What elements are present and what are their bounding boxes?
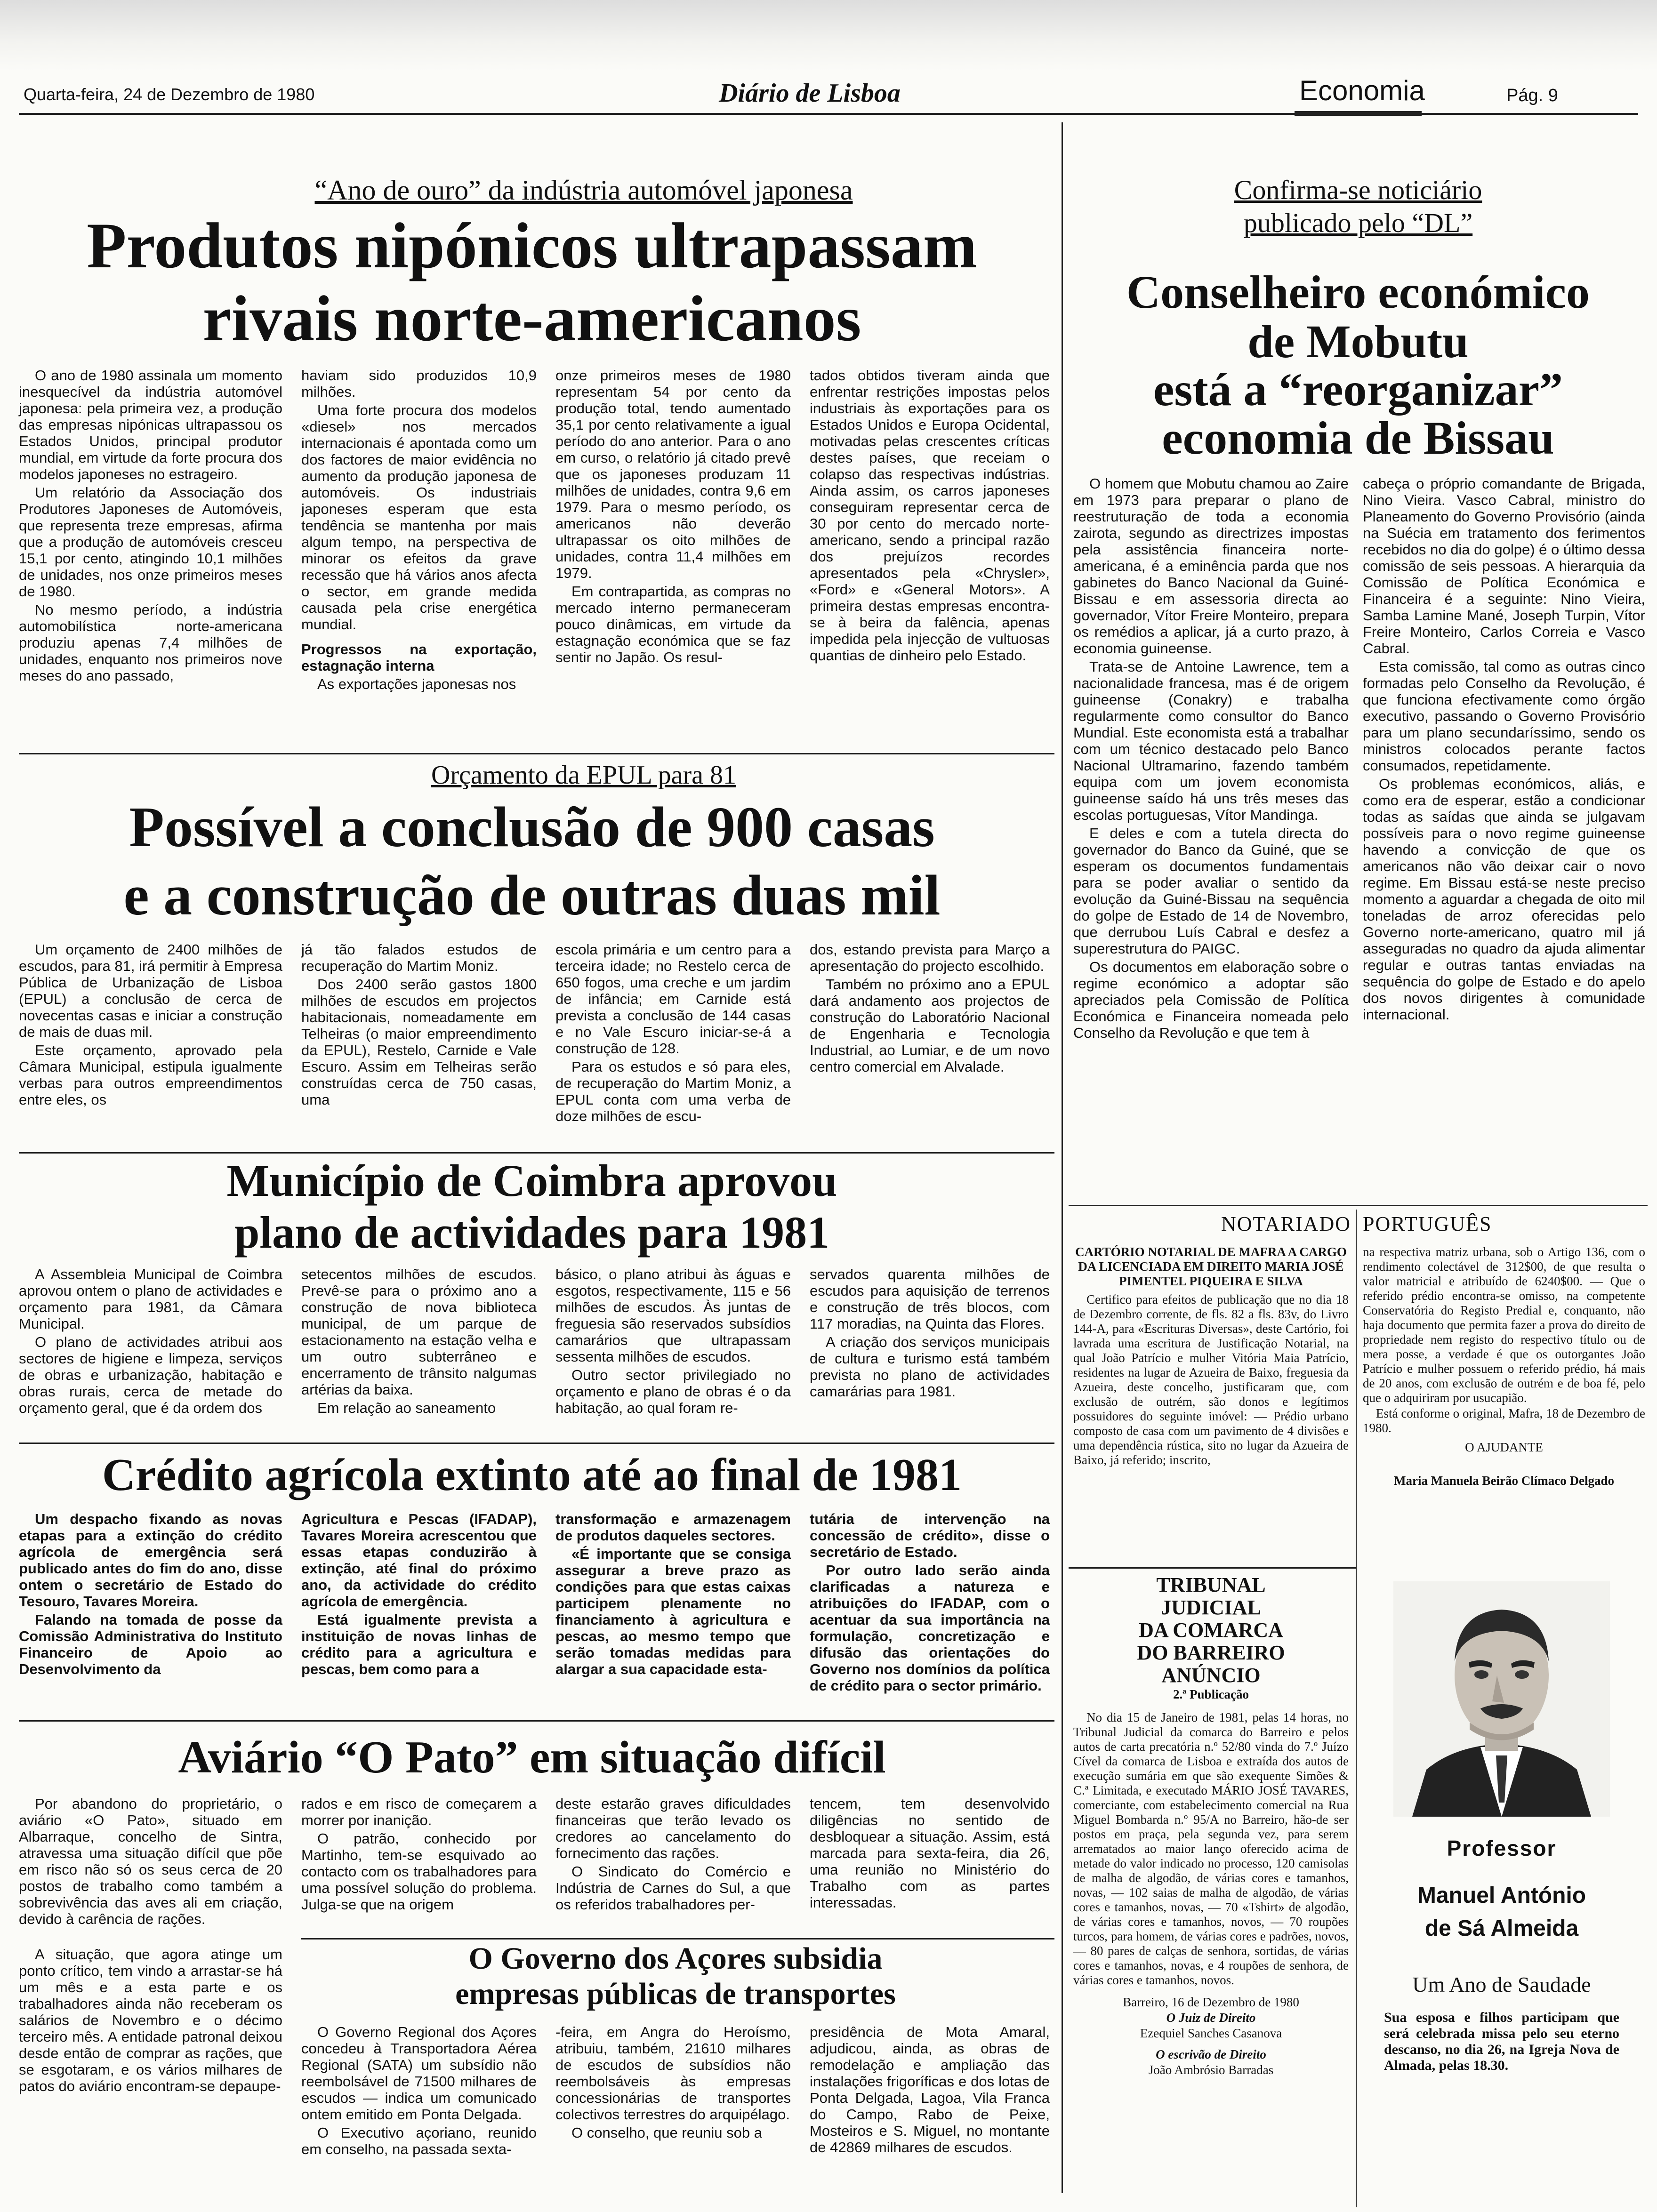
notariado-heading: CARTÓRIO NOTARIAL DE MAFRA A CARGO DA LICENCIADA EM DIREITO MARIA JOSÉ PIMENTEL PIQUEIRA E SILVA [1075,1245,1347,1288]
paragraph: Esta comissão, tal como as outras cinco formadas pelo Conselho da Revolução, é que funciona efectivamente como órgão executivo, passando o Governo Provisório para um plano secundaríssimo, sendo os ministros colocados perante factos consumados, repetidamente. [1363,658,1645,774]
notariado-header-right: PORTUGUÊS [1363,1212,1492,1235]
paragraph: tencem, tem desenvolvido diligências no sentido de desbloquear a situação. Assim, está marcada para sexta-feira, dia 26, uma reunião no Ministério do Trabalho com as partes interessadas. [810,1795,1050,1911]
side1-col1 [1073,475,1349,1043]
tribunal-title-3: DA COMARCA [1139,1619,1283,1642]
masthead-date: Quarta-feira, 24 de Dezembro de 1980 [24,85,315,104]
art2-title-line1: Possível a conclusão de 900 casas [129,795,935,859]
paragraph: O Executivo açoriano, reunido em conselho, na passada sexta- [301,2124,537,2157]
art4-col3 [555,1511,791,1679]
masthead-page: Pág. 9 [1506,86,1558,105]
paragraph: O homem que Mobutu chamou ao Zaire em 1973 para preparar o plano de reestruturação de toda a economia zairota, segundo as directrizes impostas pela assistência financeira norte-americana, é a eminência parda que nos gabinetes do Banco Nacional da Guiné-Bissau e em assessoria directa ao governador, Vítor Freire Monteiro, prepara os remédios a aplicar, já a curto prazo, à economia guineense. [1073,475,1349,657]
art6-title-line2: empresas públicas de transportes [455,1977,896,2011]
notariado-sign-title: O AJUDANTE [1465,1440,1543,1454]
paragraph: No dia 15 de Janeiro de 1981, pelas 14 horas, no Tribunal Judicial da comarca do Barreiro e pelos autos de carta precatória n.º 52/80 vinda do 7.º Juízo Cível da comarca de Lisboa e extraída dos autos de execução sumária em que são exequente Simões & C.ª Limitada, e executado MÁRIO JOSÉ TAVARES, comerciante, com estabelecimento comercial na Rua Miguel Bombarda n.º 95/A no Barreiro, hão-de ser postos em praça, pela segunda vez, para serem arrematados ao maior lanço oferecido acima de metade do valor indicado no processo, 120 camisolas de malha de algodão, de várias cores e tamanhos, novas, — 102 saias de malha de algodão, de várias cores e tamanhos, novas, — 70 «Tshirt» de algodão, de várias cores e tamanhos, novos, — 70 roupões turcos, para homem, de várias cores e padrões, novos, — 80 pares de calças de senhora, sortidas, de várias cores e tamanhos, novas, e 4 roupões de senhora, de várias cores e tamanhos, novos. [1073,1710,1349,1987]
paragraph: básico, o plano atribui às águas e esgotos, respectivamente, 115 e 56 milhões de escudos. Às juntas de freguesia são reservados subsídios camarários que ultrapassam sessenta milhões de escudos. [555,1266,791,1365]
side1-kicker-line2: publicado pelo “DL” [1243,208,1473,238]
divider [19,1443,1054,1444]
paragraph: Este orçamento, aprovado pela Câmara Municipal, estipula igualmente verbas para outros empreendimentos entre eles, os [19,1042,282,1108]
paragraph: transformação e armazenagem de produtos daqueles sectores. [555,1511,791,1544]
memorial-name-line2: de Sá Almeida [1424,1916,1579,1941]
paragraph: onze primeiros meses de 1980 representam 54 por cento da produção total, tendo aumentado 35,1 por cento relativamente a igual período do ano anterior. Para o ano em curso, o relatório já citado prevê que os japoneses produzam 11 milhões de unidades, contra 9,6 em 1979. Para o mesmo período, os americanos não deverão ultrapassar os oito milhões de unidades, contra 11,4 milhões em 1979. [555,367,791,581]
divider [19,1152,1054,1154]
divider [19,753,1054,754]
paragraph: rados e em risco de começarem a morrer por inanição. [301,1795,537,1828]
divider [19,1720,1054,1722]
paragraph: O conselho, que reuniu sob a [571,2124,762,2141]
paragraph: Por abandono do proprietário, o aviário «O Pato», situado em Albarraque, concelho de Sintra, atravessa uma situação difícil que põe em risco não só os seus cerca de 20 postos de trabalho como também a sobrevivência das aves ali em criação, devido à carência de rações. [19,1795,282,1927]
paragraph: Em contrapartida, as compras no mercado interno permaneceram pouco dinâmicas, em virtude da estagnação económica que se faz sentir no Japão. Os resul- [555,583,791,665]
paragraph: Um orçamento de 2400 milhões de escudos, para 81, irá permitir à Empresa Pública de Urbanização de Lisboa (EPUL) a conclusão de cerca de novecentas casas e iniciar a construção de mais de duas mil. [19,941,282,1040]
side1-col2 [1363,475,1645,1025]
paragraph: -feira, em Angra do Heroísmo, atribuiu, também, 21610 milhares de escudos de subsídios não reembolsáveis às empresas concessionárias de transportes colectivos terrestres do arquipélago. [555,2024,791,2123]
art2-col2 [301,941,537,1110]
art3-col3 [555,1266,791,1418]
paragraph: A Assembleia Municipal de Coimbra aprovou ontem o plano de actividades e orçamento para 1981, da Câmara Municipal. [19,1266,282,1332]
tribunal-judge-title: O Juiz de Direito [1166,2011,1256,2025]
art6-col3 [810,2024,1050,2157]
scan-header-strip [0,0,1657,71]
memorial-text: Sua esposa e filhos participam que será celebrada missa pelo seu eterno descanso, no dia 26, na Igreja Nova de Almada, pelas 18.30. [1384,2010,1619,2073]
paragraph: E deles e com a tutela directa do governador do Banco da Guiné, que se esperam os documentos fundamentais para se poder avaliar o sentido da evolução da Guiné-Bissau na sequência do golpe de Estado de 14 de Novembro, que derrubou Luís Cabral e desfez a superestrutura do PAIGC. [1073,825,1349,957]
art2-kicker: Orçamento da EPUL para 81 [431,761,736,790]
paragraph: haviam sido produzidos 10,9 milhões. [301,367,537,400]
memorial-title: Professor [1447,1836,1557,1860]
section-underline [1295,111,1422,116]
art2-col4 [810,941,1050,1077]
paragraph: O patrão, conhecido por Martinho, tem-se esquivado ao contacto com os trabalhadores para uma possível solução do problema. Julga-se que na origem [301,1830,537,1913]
tribunal-title-2: JUDICIAL [1161,1596,1261,1619]
art2-col3 [555,941,791,1126]
paragraph: No mesmo período, a indústria automobilística norte-americana produziu apenas 7,4 milhões de unidades, enquanto nos primeiros nove meses do ano passado, [19,601,282,684]
art5-col3 [555,1795,791,1915]
art3-col1 [19,1266,282,1418]
art3-col2 [301,1266,537,1418]
notariado-header-left: NOTARIADO [1221,1212,1351,1235]
paragraph: Um relatório da Associação dos Produtores Japoneses de Automóveis, que representa treze empresas, afirma que a produção de automóveis cresceu 15,1 por cento, atingindo 10,1 milhões de unidades, nos onze primeiros meses de 1980. [19,484,282,600]
paragraph: presidência de Mota Amaral, adjudicou, ainda, as obras de remodelação e ampliação das instalações frigoríficas e dos lotas de Ponta Delgada, Lagoa, Vila Franca do Campo, Rabo de Peixe, Mosteiros e S. Miguel, no montante de 42869 milhares de escudos. [810,2024,1050,2156]
art1-title-line1: Produtos nipónicos ultrapassam [87,209,977,281]
tribunal-title-4: DO BARREIRO [1137,1641,1285,1664]
memorial-box [1365,1577,1638,2203]
paragraph: Está igualmente prevista a instituição de novas linhas de crédito para a agricultura e pescas, bem como para a [301,1611,537,1677]
paragraph: já tão falados estudos de recuperação do Martim Moniz. [301,941,537,974]
art2-col1 [19,941,282,1110]
art2-title-line2: e a construção de outras duas mil [123,864,941,927]
paragraph: As exportações japonesas nos [317,676,516,692]
tribunal-title-1: TRIBUNAL [1156,1573,1266,1596]
column-divider [1356,1210,1357,2207]
paragraph: A situação, que agora atinge um ponto crítico, tem vindo a arrastar-se há um mês e a esta parte e os trabalhadores ainda não receberam os salários de Novembro e o décimo terceiro mês. A entidade patronal deixou desde então de comprar as rações, que se esgotaram, e os vários milhares de patos do aviário encontram-se depaupe- [19,1946,282,2094]
paragraph: escola primária e um centro para a terceira idade; no Restelo cerca de 650 fogos, uma creche e um jardim de infância; em Carnide está prevista a conclusão de 144 casas e no Vale Escuro iniciar-se-á a construção de 128. [555,941,791,1057]
paragraph: Também no próximo ano a EPUL dará andamento aos projectos de construção do Laboratório Nacional de Engenharia e Tecnologia Industrial, ao Lumiar, e de um novo centro comercial em Alvalade. [810,976,1050,1075]
art5-title: Aviário “O Pato” em situação difícil [178,1732,886,1783]
side1-title-line2: de Mobutu [1247,315,1469,368]
art3-col4 [810,1266,1050,1402]
paragraph: tados obtidos tiveram ainda que enfrentar restrições impostas pelos industriais às exportações para os Estados Unidos e Europa Ocidental, motivadas pelas crescentes críticas destes países, que receiam o colapso das respectivas indústrias. Ainda assim, os carros japoneses conseguiram representar cerca de 30 por cento do mercado norte-americano, sendo a principal razão dos prejuízos recordes apresentados pela «Chrysler», «Ford» e «General Motors». A primeira destas empresas encontra-se à beira da falência, apenas impedida pela injecção de vultuosas quantias de dinheiro pelo Estado. [810,367,1050,664]
paragraph: O plano de actividades atribui aos sectores de higiene e limpeza, serviços de obras e urbanização, habitação e obras rurais, cerca de metade do orçamento geral, que é da ordem dos [19,1334,282,1416]
paragraph: Outro sector privilegiado no orçamento e plano de obras é o da habitação, ao qual foram re- [555,1367,791,1416]
side1-kicker-line1: Confirma-se noticiário [1234,175,1482,205]
paragraph: setecentos milhões de escudos. Prevê-se para o próximo ano a construção de nova biblioteca municipal, de um parque de estacionamento na estação velha e um outro subterrâneo e encerramento de trânsito nalgumas artérias da baixa. [301,1266,537,1398]
divider [1069,1567,1356,1569]
tribunal-clerk-title: O escrivão de Direito [1156,2047,1266,2061]
art4-col4 [810,1511,1050,1696]
art1-kicker: “Ano de ouro” da indústria automóvel japonesa [314,175,853,206]
paragraph: Em relação ao saneamento [317,1400,496,1416]
paragraph: Um despacho fixando as novas etapas para a extinção do crédito agrícola de emergência será publicado antes do fim do ano, disse ontem o secretário de Estado do Tesouro, Tavares Moreira. [19,1511,282,1610]
paragraph: tutária de intervenção na concessão de crédito», disse o secretário de Estado. [810,1511,1050,1560]
paragraph: Está conforme o original, Mafra, 18 de Dezembro de 1980. [1363,1406,1645,1435]
art1-title-line2: rivais norte-americanos [202,282,861,354]
tribunal-clerk-name: João Ambrósio Barradas [1148,2063,1274,2077]
art4-col2 [301,1511,537,1679]
paragraph: Por outro lado serão ainda clarificadas a natureza e atribuições do IFADAP, com o acentuar da sua importância na formulação, concretização e difusão das orientações do Governo nos domínios da política de crédito para o sector primário. [810,1562,1050,1694]
art3-title-line1: Município de Coimbra aprovou [226,1155,837,1206]
paragraph: Falando na tomada de posse da Comissão Administrativa do Instituto Financeiro de Apoio ao Desenvolvimento da [19,1611,282,1677]
tribunal-judge-name: Ezequiel Sanches Casanova [1140,2026,1282,2040]
divider [301,1938,1054,1940]
notariado-col1 [1073,1245,1349,1468]
paragraph: O Sindicato do Comércio e Indústria de Carnes do Sul, a que os referidos trabalhadores per- [555,1863,791,1913]
art6-col1 [301,2024,537,2159]
art1-col4 [810,367,1050,665]
art1-col1 [19,367,282,686]
side1-title-line1: Conselheiro económico [1126,266,1590,318]
paragraph: O ano de 1980 assinala um momento inesquecível da indústria automóvel japonesa: pela primeira vez, a produção das empresas nipónicas ultrapassou os Estados Unidos, principal produtor mundial, em virtude da forte procura dos modelos japoneses no estrageiro. [19,367,282,482]
tribunal-date: Barreiro, 16 de Dezembro de 1980 [1123,1995,1299,2009]
art1-col3 [555,367,791,667]
art5-col1 [19,1795,282,2096]
paragraph: deste estarão graves dificuldades financeiras que terão levado os credores ao cancelamento do fornecimento das rações. [555,1795,791,1861]
masthead-paper-logo: Diário de Lisboa [719,79,901,108]
paragraph: servados quarenta milhões de escudos para aquisição de terrenos e construção de três blocos, com 117 moradias, na Quinta das Flores. [810,1266,1050,1332]
paragraph: A criação dos serviços municipais de cultura e turismo está também prevista no plano de actividades camarárias para 1981. [810,1334,1050,1400]
paragraph: Uma forte procura dos modelos «diesel» nos mercados internacionais é apontada como um dos factores de maior evidência no aumento da produção japonesa de automóveis. Os industriais japoneses esperam que esta tendência se mantenha por mais algum tempo, na perspectiva de minorar os efeitos da grave recessão que há vários anos afecta o sector, em grande medida causada pela crise energética mundial. [301,402,537,633]
art4-title: Crédito agrícola extinto até ao final de 1981 [102,1450,962,1500]
paragraph: Os documentos em elaboração sobre o regime económico a adoptar são apreciados pela Comissão de Política Económica e Financeira nomeada pelo Conselho da Revolução e que tem à [1073,959,1349,1041]
side1-title-line4: economia de Bissau [1162,412,1554,464]
side1-title-line3: está a “reorganizar” [1153,363,1563,416]
art4-col1 [19,1511,282,1679]
paragraph: «É importante que se consiga assegurar a breve prazo as condições para que estas caixas participem plenamente no financiamento à agricultura e pescas, ao mesmo tempo que serão tomadas medidas para alargar a sua capacidade esta- [555,1546,791,1677]
art1-col2 [301,367,537,694]
paragraph: O Governo Regional dos Açores concedeu à Transportadora Aérea Regional (SATA) um subsídio não reembolsável de 71500 milhares de escudos — indica um comunicado ontem emitido em Ponta Delgada. [301,2024,537,2123]
masthead-section: Economia [1299,75,1425,106]
divider [1069,1205,1648,1206]
memorial-subtitle: Um Ano de Saudade [1412,1972,1591,1996]
paragraph: Para os estudos e só para eles, de recuperação do Martim Moniz, a EPUL conta com uma verba de doze milhões de escu- [555,1058,791,1124]
paragraph: cabeça o próprio comandante de Brigada, Nino Vieira. Vasco Cabral, ministro do Planeamento do Governo Provisório (ainda na Suécia em tratamento dos ferimentos recebidos no dia do golpe) é o último dessa comissão de seis pessoas. A hierarquia da Comissão de Política Económica e Financeira é a seguinte: Nino Vieira, Samba Lamine Mané, Joseph Turpin, Vítor Freire Monteiro, Carlos Correia e Vasco Cabral. [1363,475,1645,657]
memorial-name-line1: Manuel António [1417,1883,1586,1908]
notariado-sign-name: Maria Manuela Beirão Clímaco Delgado [1394,1474,1614,1488]
paragraph: Agricultura e Pescas (IFADAP), Tavares Moreira acrescentou que essas etapas conduzirão à extinção, até final do próximo ano, da actividade do crédito agrícola de emergência. [301,1511,537,1610]
notariado-col2 [1363,1245,1645,1489]
paragraph: Trata-se de Antoine Lawrence, tem a nacionalidade francesa, mas é de origem guineense (Conakry) e trabalha regularmente como consultor do Banco Mundial. Este economista está a trabalhar com um técnico destacado pelo Banco Nacional Ultramarino, fazendo também equipa com um jovem economista guineense saído há uns três meses das escolas portuguesas, Vítor Mandinga. [1073,658,1349,823]
paragraph: na respectiva matriz urbana, sob o Artigo 136, com o rendimento colectável de 312$00, de que resulta o valor matricial e atribuído de 6240$00. — Que o referido prédio encontra-se omisso, na competente Conservatória do Registo Predial e, conquanto, não haja documento que permita fazer a prova do direito de propriedade nem registo do respectivo título ou de mera posse, a verdade é que os outorgantes João Patrício e mulher possuem o referido prédio, há mais de 20 anos, com exclusão de outrém e de boa fé, pelo que o adquiriram por usucapião. [1363,1245,1645,1405]
paragraph: Dos 2400 serão gastos 1800 milhões de escudos em projectos habitacionais, nomeadamente em Telheiras (o maior empreendimento da EPUL), Restelo, Carnide e Vale Escuro. Assim em Telheiras serão construídas cerca de 750 casas, uma [301,976,537,1108]
paragraph: Os problemas económicos, aliás, e como era de esperar, estão a condicionar todas as saídas que ainda se julgavam possíveis para o novo regime guineense havendo a convicção de que os americanos não vão deixar cair o novo regime. Em Bissau está-se neste preciso momento a aguardar a chegada de oito mil toneladas de arroz oferecidas pelo Governo norte-americano, quatro mil já asseguradas no quadro da ajuda alimentar regular e outras tantas enviadas na sequência do golpe de Estado e do apelo dos novos dirigentes à comunidade internacional. [1363,776,1645,1023]
paragraph: dos, estando prevista para Março a apresentação do projecto escolhido. [810,941,1050,974]
tribunal-title-5: ANÚNCIO [1161,1664,1261,1687]
art5-col4 [810,1795,1050,1913]
tribunal-sub: 2.ª Publicação [1173,1687,1249,1701]
portrait-photo [1393,1581,1610,1817]
art5-col2 [301,1795,537,1915]
art6-title-line1: O Governo dos Açores subsidia [468,1941,883,1976]
paragraph: Certifico para efeitos de publicação que no dia 18 de Dezembro corrente, de fls. 82 a fls. 83v, do Livro 144-A, para «Escrituras Diversas», deste Cartório, foi lavrada uma escritura de Justificação Notarial, na qual João Patrício e mulher Vitória Maia Patrício, residentes na lugar de Azueira de Baixo, freguesia da Azueira, deste concelho, justificaram que, com exclusão de outrém, são donos e legítimos possuidores do seguinte imóvel: — Prédio urbano composto de casa com um pavimento de 4 divisões e uma dependência rústica, sito no lugar da Azueira de Baixo, já referido; inscrito, [1073,1292,1349,1467]
column-divider [1062,122,1063,2193]
art6-col2 [555,2024,791,2143]
subheading: Progressos na exportação, estagnação interna [301,641,537,674]
art3-title-line2: plano de actividades para 1981 [234,1207,830,1258]
tribunal-notice [1073,1574,1349,2078]
